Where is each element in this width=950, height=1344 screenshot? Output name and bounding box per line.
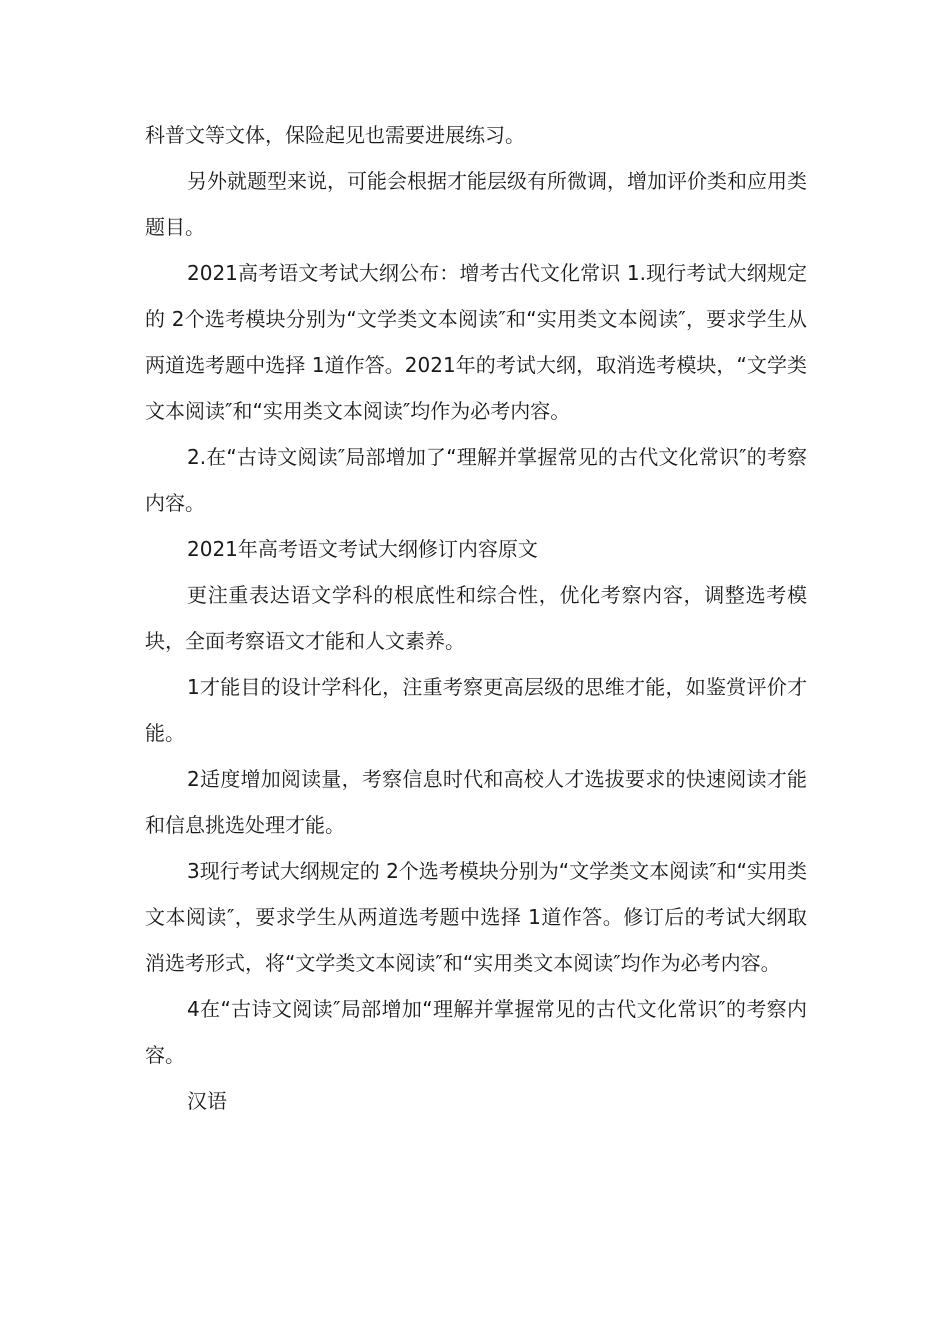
paragraph: 科普文等文体，保险起见也需要进展练习。 (145, 123, 525, 147)
paragraph: 2适度增加阅读量，考察信息时代和高校人才选拔要求的快速阅读才能和信息挑选处理才能。 (145, 767, 807, 837)
paragraph-heading: 2021年高考语文考试大纲修订内容原文 (187, 537, 538, 561)
paragraph: 4在“古诗文阅读″局部增加“理解并掌握常见的古代文化常识″的考察内容。 (145, 997, 807, 1067)
paragraph: 另外就题型来说，可能会根据才能层级有所微调，增加评价类和应用类题目。 (145, 169, 807, 239)
document-body (145, 112, 807, 1124)
paragraph: 3现行考试大纲规定的 2个选考模块分别为“文学类文本阅读″和“实用类文本阅读″，要求学生从两道选考题中选择 1道作答。修订后的考试大纲取消选考形式，将“文学类文本阅读″和“实用类文本阅读″均作为必考内容。 (145, 859, 807, 975)
paragraph: 汉语 (187, 1089, 227, 1113)
paragraph: 2.在“古诗文阅读″局部增加了“理解并掌握常见的古代文化常识″的考察内容。 (145, 445, 807, 515)
paragraph: 1才能目的设计学科化，注重考察更高层级的思维才能，如鉴赏评价才能。 (145, 675, 807, 745)
paragraph: 2021高考语文考试大纲公布：增考古代文化常识 1.现行考试大纲规定的 2个选考模块分别为“文学类文本阅读″和“实用类文本阅读″，要求学生从两道选考题中选择 1道作答。2021年的考试大纲，取消选考模块，“文学类文本阅读″和“实用类文本阅读″均作为必考内容。 (145, 261, 807, 423)
paragraph: 更注重表达语文学科的根底性和综合性，优化考察内容，调整选考模块，全面考察语文才能和人文素养。 (145, 583, 807, 653)
